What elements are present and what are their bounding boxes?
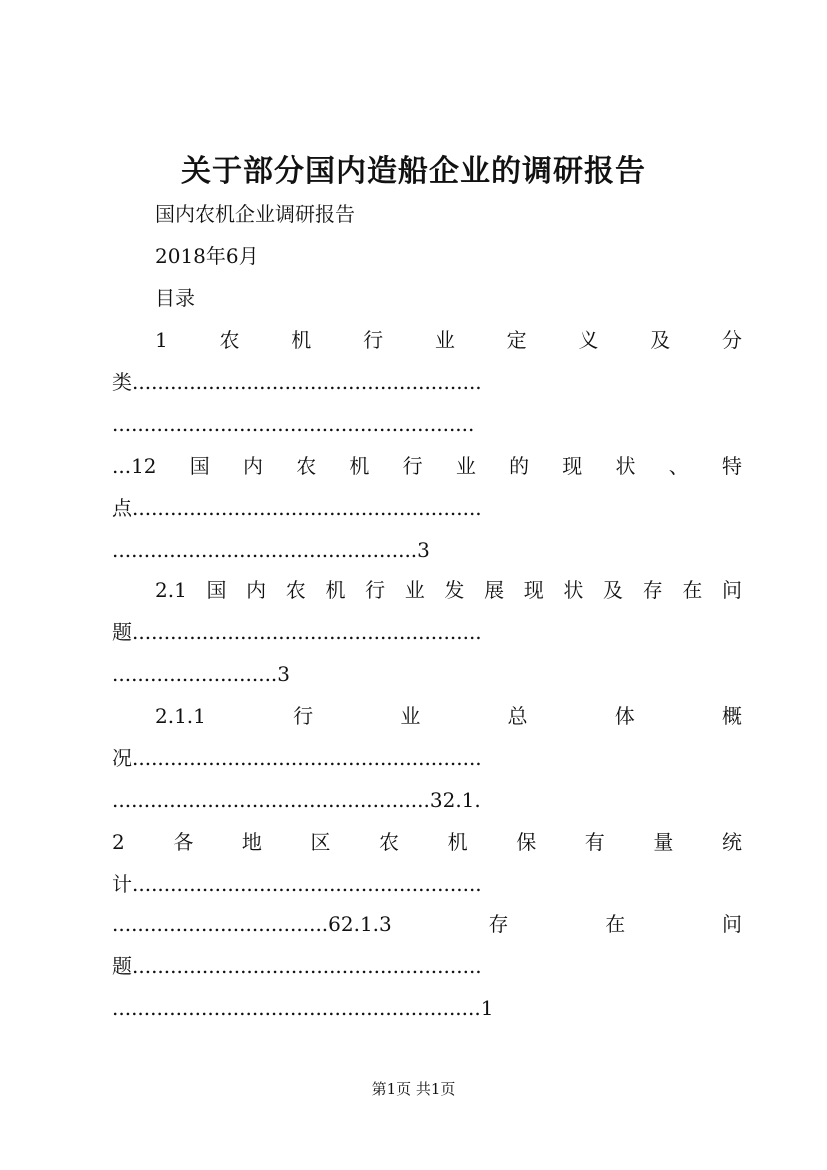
toc-token: ..................................62.1.3 xyxy=(112,912,392,936)
toc-text: 题....................................................... xyxy=(112,954,482,978)
toc-heading: 目录 xyxy=(155,286,195,310)
toc-line xyxy=(155,703,742,729)
toc-token: 状 xyxy=(563,578,584,602)
toc-line xyxy=(112,453,742,479)
toc-line xyxy=(112,369,742,395)
toc-token: 展 xyxy=(484,578,505,602)
document-date: 2018年6月 xyxy=(155,244,259,268)
toc-text: ..........................................................1 xyxy=(112,996,494,1020)
page-footer: 第1页 共1页 xyxy=(371,1080,456,1098)
toc-text: ......................................................... xyxy=(112,412,475,436)
toc-text: 题....................................................... xyxy=(112,620,482,644)
toc-line xyxy=(112,953,742,979)
toc-token: ...12 xyxy=(112,454,157,478)
toc-token: 业 xyxy=(434,328,455,352)
toc-text: 况....................................................... xyxy=(112,746,482,770)
toc-token: 农 xyxy=(285,578,306,602)
toc-token: 及 xyxy=(650,328,671,352)
toc-text: ..................................................32.1. xyxy=(112,788,481,812)
toc-token: 2 xyxy=(112,830,125,854)
toc-line xyxy=(155,327,742,353)
toc-token: 分 xyxy=(721,328,742,352)
toc-token: 量 xyxy=(653,830,674,854)
toc-token: 地 xyxy=(241,830,262,854)
toc-token: 2.1.1 xyxy=(155,704,206,728)
toc-token: 行 xyxy=(363,328,384,352)
toc-token: 、 xyxy=(668,454,689,478)
toc-token: 在 xyxy=(605,912,626,936)
toc-line xyxy=(112,995,742,1021)
toc-token: 行 xyxy=(293,704,314,728)
toc-token: 义 xyxy=(578,328,599,352)
toc-token: 区 xyxy=(310,830,331,854)
toc-text: 点....................................................... xyxy=(112,496,482,520)
toc-token: 问 xyxy=(721,912,742,936)
toc-token: 机 xyxy=(291,328,312,352)
toc-token: 有 xyxy=(584,830,605,854)
toc-line xyxy=(112,829,742,855)
toc-text: ..........................3 xyxy=(112,662,291,686)
toc-token: 国 xyxy=(189,454,210,478)
toc-token: 1 xyxy=(155,328,168,352)
toc-token: 体 xyxy=(614,704,635,728)
toc-text: ................................................3 xyxy=(112,538,430,562)
toc-line xyxy=(112,871,742,897)
toc-line xyxy=(155,577,742,603)
toc-token: 农 xyxy=(379,830,400,854)
toc-token: 状 xyxy=(615,454,636,478)
toc-line xyxy=(112,619,742,645)
toc-token: 总 xyxy=(507,704,528,728)
toc-token: 概 xyxy=(721,704,742,728)
toc-line xyxy=(112,411,742,437)
toc-token: 现 xyxy=(523,578,544,602)
toc-token: 存 xyxy=(488,912,509,936)
toc-line xyxy=(112,911,742,937)
toc-token: 在 xyxy=(682,578,703,602)
toc-token: 内 xyxy=(242,454,263,478)
toc-line xyxy=(112,537,742,563)
toc-token: 机 xyxy=(447,830,468,854)
toc-token: 统 xyxy=(721,830,742,854)
toc-token: 的 xyxy=(509,454,530,478)
document-title: 关于部分国内造船企业的调研报告 xyxy=(181,154,646,189)
toc-token: 现 xyxy=(562,454,583,478)
toc-token: 业 xyxy=(400,704,421,728)
document-subtitle: 国内农机企业调研报告 xyxy=(155,202,355,226)
toc-text: 计....................................................... xyxy=(112,872,482,896)
toc-token: 保 xyxy=(516,830,537,854)
toc-token: 内 xyxy=(246,578,267,602)
toc-token: 业 xyxy=(455,454,476,478)
toc-text: 类....................................................... xyxy=(112,370,482,394)
toc-token: 特 xyxy=(721,454,742,478)
toc-line xyxy=(112,495,742,521)
toc-token: 定 xyxy=(506,328,527,352)
toc-token: 国 xyxy=(206,578,227,602)
toc-token: 2.1 xyxy=(155,578,187,602)
toc-token: 业 xyxy=(404,578,425,602)
toc-line xyxy=(112,745,742,771)
toc-token: 及 xyxy=(603,578,624,602)
toc-token: 行 xyxy=(402,454,423,478)
toc-token: 机 xyxy=(349,454,370,478)
toc-line xyxy=(112,661,742,687)
toc-line xyxy=(112,787,742,813)
toc-token: 农 xyxy=(296,454,317,478)
toc-token: 发 xyxy=(444,578,465,602)
toc-token: 存 xyxy=(642,578,663,602)
toc-token: 各 xyxy=(173,830,194,854)
toc-token: 问 xyxy=(722,578,742,602)
toc-token: 行 xyxy=(365,578,386,602)
toc-token: 农 xyxy=(219,328,240,352)
toc-token: 机 xyxy=(325,578,346,602)
